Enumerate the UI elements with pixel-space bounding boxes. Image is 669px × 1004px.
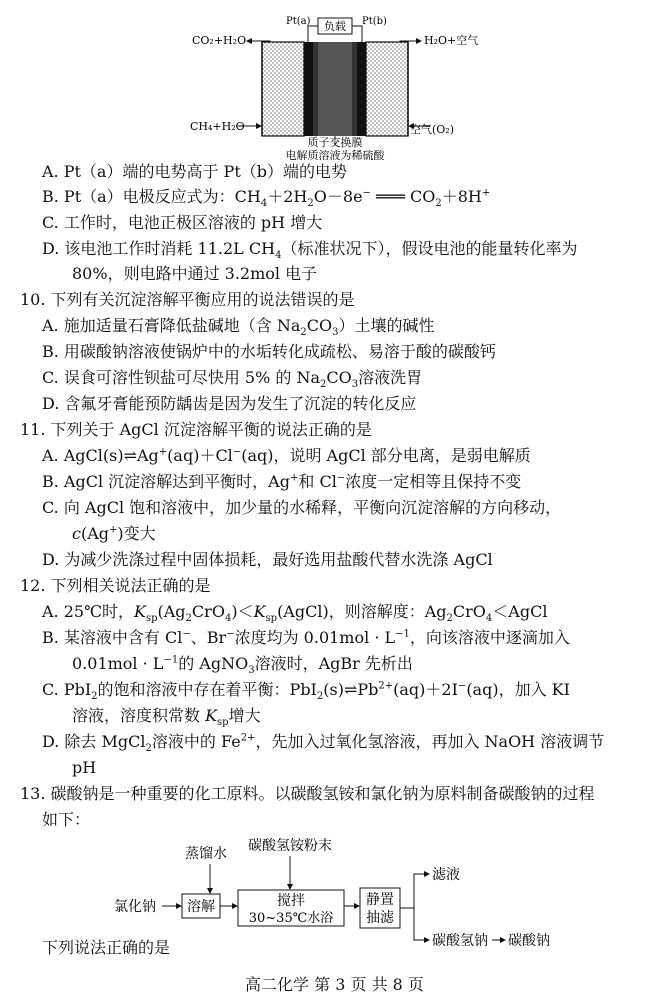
electrolyte-label: 电解质溶液为稀硫酸	[285, 149, 385, 160]
page-footer: 高二化学 第 3 页 共 8 页	[245, 975, 424, 994]
flow-bath: 30~35℃水浴	[248, 911, 334, 926]
q9-option-d-line1: D. 该电池工作时消耗 11.2L $CH_4$（标准状况下），假设电池的能量转化率为	[42, 239, 578, 262]
flow-nahco3: 碳酸氢钠	[432, 933, 488, 949]
flow-filter: 抽滤	[366, 910, 394, 926]
out-right-label: H₂O+空气	[424, 34, 479, 47]
in-right-label: 空气(O₂)	[410, 123, 455, 136]
flow-nacl: 氯化钠	[114, 899, 156, 915]
flow-stir: 搅拌	[277, 893, 305, 909]
q12-option-b-line2: $0.01mol \cdot L^{-1}$的 AgNO$_3$溶液时，AgBr 先析出	[72, 654, 413, 677]
flow-filtrate: 滤液	[432, 867, 460, 883]
q13-stem-line1: 13. 碳酸钠是一种重要的化工原料。以碳酸氢铵和氯化钠为原料制备碳酸钠的过程	[20, 784, 595, 803]
flow-settle: 静置	[366, 892, 394, 908]
q13-tail: 下列说法正确的是	[42, 938, 171, 957]
q11-stem: 11. 下列关于 AgCl 沉淀溶解平衡的说法正确的是	[20, 420, 372, 439]
q12-option-c-line1: C. PbI$_2$的饱和溶液中存在着平衡：$PbI_2(s)\rightleftharpoons Pb^{2+}(aq)+2I^-(aq)$，加入 KI	[42, 680, 570, 703]
flow-na2co3: 碳酸钠	[508, 933, 550, 949]
membrane-label: 质子交换膜	[307, 136, 363, 149]
q9-option-b: B. Pt（a）电极反应式为：$CH_4+2H_2O-8e^-$ ═══ $CO_2+8H^+$	[42, 187, 491, 210]
q10-option-a: A. 施加适量石膏降低盐碱地（含 $Na_2CO_3$）土壤的碱性	[42, 316, 435, 339]
q11-option-c-line2: c(Ag+)变大	[72, 524, 156, 543]
q12-option-b-line1: B. 某溶液中含有 Cl−、Br−浓度均为 $0.01mol \cdot L^{-1}$，向该溶液中逐滴加入	[42, 628, 570, 647]
q10-option-d: D. 含氟牙膏能预防龋齿是因为发生了沉淀的转化反应	[42, 394, 417, 413]
out-left-label: CO₂+H₂O	[192, 34, 247, 47]
process-flowchart	[110, 834, 570, 954]
q12-option-d-line2: pH	[72, 758, 97, 777]
q10-stem: 10. 下列有关沉淀溶解平衡应用的说法错误的是	[20, 290, 355, 309]
in-left-label: CH₄+H₂O	[190, 120, 245, 133]
q9-option-a: A. Pt（a）端的电势高于 Pt（b）端的电势	[42, 162, 347, 181]
flow-water: 蒸馏水	[185, 846, 227, 862]
q12-option-d-line1: D. 除去 MgCl$_2$溶液中的 $Fe^{2+}$，先加入过氧化氢溶液，再加入 NaOH 溶液调节	[42, 732, 605, 755]
q12-stem: 12. 下列相关说法正确的是	[20, 576, 211, 595]
flow-dissolve: 溶解	[187, 899, 215, 915]
pt-a-label: Pt(a)	[286, 16, 311, 27]
fuel-cell-diagram	[190, 4, 480, 160]
q12-option-c-line2: 溶液，溶度积常数 $K_{sp}$增大	[72, 706, 261, 729]
flow-powder: 碳酸氢铵粉末	[248, 838, 332, 854]
q10-option-c: C. 误食可溶性钡盐可尽快用 5% 的 $Na_2CO_3$溶液洗胃	[42, 368, 423, 391]
q11-option-d: D. 为减少洗涤过程中固体损耗，最好选用盐酸代替水洗涤 AgCl	[42, 550, 493, 569]
q9-option-d-line2: 80%，则电路中通过 3.2mol 电子	[72, 264, 318, 283]
load-label: 负载	[324, 20, 346, 33]
pt-b-label: Pt(b)	[362, 16, 387, 27]
q9-option-c: C. 工作时，电池正极区溶液的 pH 增大	[42, 213, 323, 232]
q13-stem-line2: 如下：	[42, 810, 91, 829]
q11-option-b: B. AgCl 沉淀溶解达到平衡时，Ag+和 Cl−浓度一定相等且保持不变	[42, 472, 522, 491]
q12-option-a: A. 25℃时，$K_{sp}(Ag_2CrO_4)<K_{sp}(AgCl)$，则溶解度：$Ag_2CrO_4<AgCl$	[42, 602, 548, 625]
q11-option-c-line1: C. 向 AgCl 饱和溶液中，加少量的水稀释，平衡向沉淀溶解的方向移动，	[42, 498, 562, 517]
q11-option-a: A. AgCl(s)⇌Ag+(aq)＋Cl−(aq)，说明 AgCl 部分电离，是弱电解质	[42, 446, 531, 465]
q10-option-b: B. 用碳酸钠溶液使锅炉中的水垢转化成疏松、易溶于酸的碳酸钙	[42, 342, 496, 361]
